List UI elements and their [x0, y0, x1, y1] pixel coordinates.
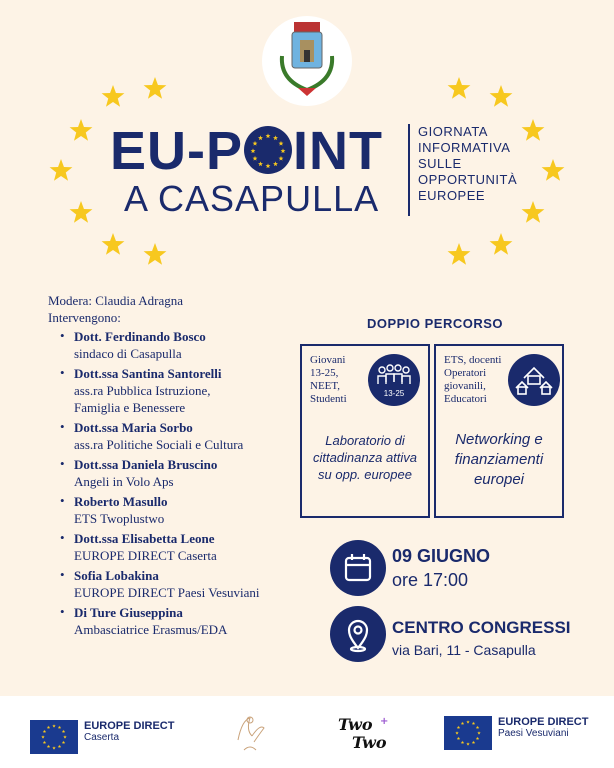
- municipal-crest: [262, 16, 352, 106]
- logo-line: Caserta: [84, 732, 120, 743]
- path-description: Laboratorio di cittadinanza attiva su opp. europee: [312, 433, 418, 482]
- target-line: 13-25,: [310, 367, 339, 379]
- speaker-role: Angeli in Volo Aps: [74, 474, 174, 489]
- title-divider: [408, 124, 410, 216]
- twoplustwo-logo: [336, 714, 394, 752]
- houses-network-icon: [508, 354, 560, 406]
- europe-direct-vesuviani-logo: [498, 716, 588, 739]
- speaker-role: Ambasciatrice Erasmus/EDA: [74, 622, 228, 637]
- speakers-intro: Intervengono:: [48, 310, 121, 325]
- speaker-item: [48, 419, 308, 453]
- eu-flag-circle-icon: [244, 126, 292, 174]
- title-side-text: [418, 124, 548, 204]
- speaker-role: EUROPE DIRECT Paesi Vesuviani: [74, 585, 260, 600]
- eu-flag-icon: [30, 720, 78, 754]
- event-venue: CENTRO CONGRESSI: [392, 618, 571, 637]
- side-line: EUROPEE: [418, 188, 486, 203]
- target-line: ETS, docenti: [444, 354, 502, 366]
- star-icon: [446, 76, 472, 102]
- star-icon: [142, 242, 168, 268]
- star-icon: [446, 242, 472, 268]
- speaker-name: • Dott. Ferdinando Bosco: [74, 329, 206, 344]
- target-line: Studenti: [310, 393, 347, 405]
- speaker-name: • Dott.ssa Elisabetta Leone: [74, 531, 215, 546]
- speaker-name: • Sofia Lobakina: [74, 568, 159, 583]
- logo-line: Paesi Vesuviani: [498, 728, 569, 739]
- angeli-in-volo-logo: [228, 710, 272, 758]
- speaker-role: ass.ra Pubblica Istruzione,: [74, 383, 211, 398]
- location-pin-icon: [330, 606, 386, 662]
- event-time: ore 17:00: [392, 570, 469, 590]
- moderator-text: Modera: Claudia Adragna: [48, 293, 184, 308]
- title-sub: A CASAPULLA: [124, 178, 380, 219]
- title-main-part2: INT: [293, 121, 384, 181]
- group-of-people-icon: [368, 354, 420, 406]
- speakers-section: [48, 292, 308, 641]
- speaker-name: • Di Ture Giuseppina: [74, 605, 183, 620]
- speaker-role: Famiglia e Benessere: [74, 400, 186, 415]
- event-address: via Bari, 11 - Casapulla: [392, 642, 536, 658]
- side-line: OPPORTUNITÀ: [418, 172, 518, 187]
- speaker-item: [48, 328, 308, 362]
- footer-logos: [0, 696, 614, 768]
- eu-flag-icon: [444, 716, 492, 750]
- speaker-item: [48, 493, 308, 527]
- speaker-role: sindaco di Casapulla: [74, 346, 182, 361]
- target-line: Educatori: [444, 393, 487, 405]
- speaker-item: [48, 530, 308, 564]
- target-line: giovanili,: [444, 380, 486, 392]
- path-description: Networking e finanziamenti europei: [454, 431, 544, 488]
- europe-direct-caserta-logo: [84, 720, 174, 743]
- target-line: Operatori: [444, 367, 487, 379]
- calendar-icon: [330, 540, 386, 596]
- title-main-part1: EU-P: [110, 121, 244, 181]
- crest-icon: [262, 16, 352, 106]
- speaker-name: • Dott.ssa Santina Santorelli: [74, 366, 222, 381]
- speakers-list: [48, 328, 308, 638]
- target-line: Giovani: [310, 354, 346, 366]
- path-target: [310, 354, 347, 406]
- star-icon: [68, 200, 94, 226]
- side-line: INFORMATIVA: [418, 140, 511, 155]
- path-target: [444, 354, 501, 406]
- star-icon: [100, 84, 126, 110]
- speaker-item: [48, 567, 308, 601]
- side-line: GIORNATA: [418, 124, 488, 139]
- side-line: SULLE: [418, 156, 462, 171]
- speaker-name: • Dott.ssa Maria Sorbo: [74, 420, 193, 435]
- star-icon: [48, 158, 74, 184]
- svg-text:Two: Two: [352, 733, 387, 752]
- logo-line: EUROPE DIRECT: [498, 716, 589, 728]
- speaker-role: EUROPE DIRECT Caserta: [74, 548, 217, 563]
- title-main: [110, 120, 383, 182]
- speaker-role: ETS Twoplustwo: [74, 511, 165, 526]
- star-icon: [488, 84, 514, 110]
- target-line: NEET,: [310, 380, 341, 392]
- speaker-role: ass.ra Politiche Sociali e Cultura: [74, 437, 244, 452]
- star-icon: [488, 232, 514, 258]
- speaker-name: • Roberto Masullo: [74, 494, 168, 509]
- speaker-name: • Dott.ssa Daniela Bruscino: [74, 457, 218, 472]
- icon-label: 13-25: [383, 389, 405, 398]
- path-box-youth: [300, 344, 430, 518]
- event-date: 09 GIUGNO: [392, 546, 491, 566]
- svg-text:Two: Two: [338, 715, 373, 734]
- speaker-item: [48, 456, 308, 490]
- svg-text:+: +: [380, 716, 389, 727]
- percorso-title: DOPPIO PERCORSO: [366, 316, 504, 331]
- star-icon: [68, 118, 94, 144]
- speaker-item: [48, 604, 308, 638]
- path-box-educators: [434, 344, 564, 518]
- logo-line: EUROPE DIRECT: [84, 720, 175, 732]
- star-icon: [142, 76, 168, 102]
- speaker-item: [48, 365, 308, 416]
- star-icon: [100, 232, 126, 258]
